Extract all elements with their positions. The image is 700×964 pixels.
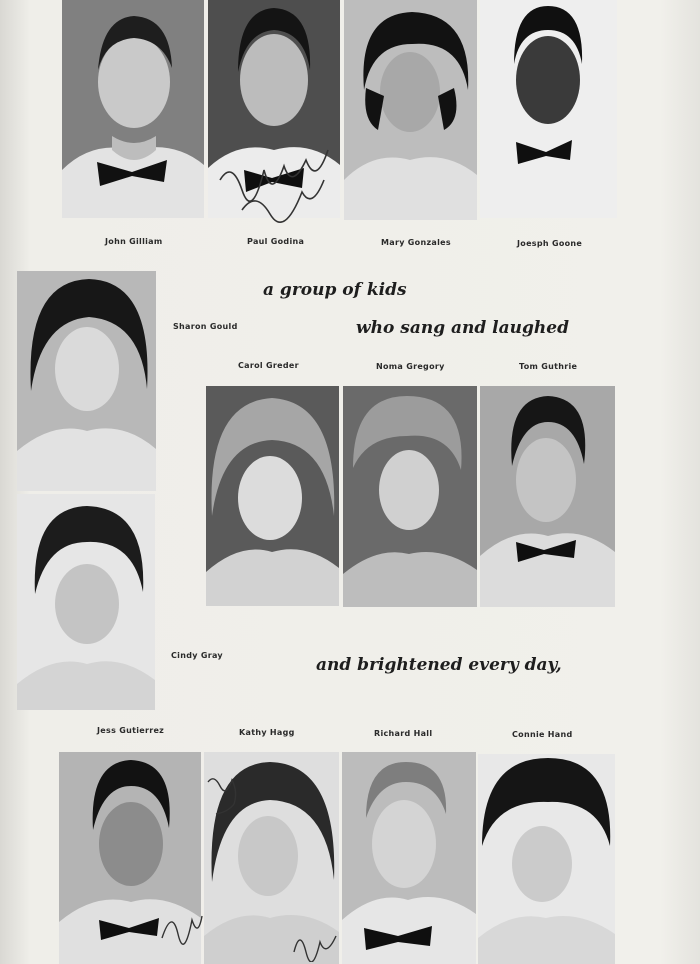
- portrait-tom-guthrie: [480, 386, 615, 607]
- portrait-image: [478, 754, 615, 964]
- portrait-image: [17, 271, 156, 491]
- portrait-john-gilliam: [62, 0, 204, 218]
- name-mary-gonzales: Mary Gonzales: [381, 238, 451, 247]
- portrait-connie-hand: [478, 754, 615, 964]
- name-joesph-goone: Joesph Goone: [517, 239, 583, 248]
- name-jess-gutierrez: Jess Gutierrez: [97, 726, 165, 735]
- name-cindy-gray: Cindy Gray: [171, 651, 223, 660]
- name-paul-godina: Paul Godina: [247, 237, 305, 246]
- portrait-image: [342, 752, 476, 964]
- handwritten-signature: [156, 898, 204, 950]
- name-sharon-gould: Sharon Gould: [173, 322, 238, 331]
- portrait-richard-hall: [342, 752, 476, 964]
- handwritten-signature: [204, 772, 244, 818]
- handwritten-signature: [290, 922, 340, 962]
- name-noma-gregory: Noma Gregory: [376, 362, 445, 371]
- name-richard-hall: Richard Hall: [374, 729, 433, 738]
- name-carol-greder: Carol Greder: [238, 361, 299, 370]
- handwritten-signature: [212, 130, 340, 230]
- name-connie-hand: Connie Hand: [512, 730, 573, 739]
- portrait-joesph-goone: [480, 0, 617, 218]
- portrait-mary-gonzales: [344, 0, 477, 220]
- caption-line-2: who sang and laughed: [356, 318, 569, 338]
- portrait-image: [343, 386, 477, 607]
- portrait-image: [480, 0, 617, 218]
- caption-line-1: a group of kids: [263, 280, 407, 300]
- name-tom-guthrie: Tom Guthrie: [519, 362, 578, 371]
- portrait-cindy-gray: [17, 494, 155, 710]
- portrait-image: [17, 494, 155, 710]
- portrait-image: [480, 386, 615, 607]
- name-kathy-hagg: Kathy Hagg: [239, 728, 295, 737]
- name-john-gilliam: John Gilliam: [105, 237, 163, 246]
- portrait-noma-gregory: [343, 386, 477, 607]
- portrait-carol-greder: [206, 386, 339, 606]
- portrait-image: [344, 0, 477, 220]
- portrait-image: [206, 386, 339, 606]
- caption-line-3: and brightened every day,: [316, 655, 562, 675]
- portrait-image: [62, 0, 204, 218]
- portrait-sharon-gould: [17, 271, 156, 491]
